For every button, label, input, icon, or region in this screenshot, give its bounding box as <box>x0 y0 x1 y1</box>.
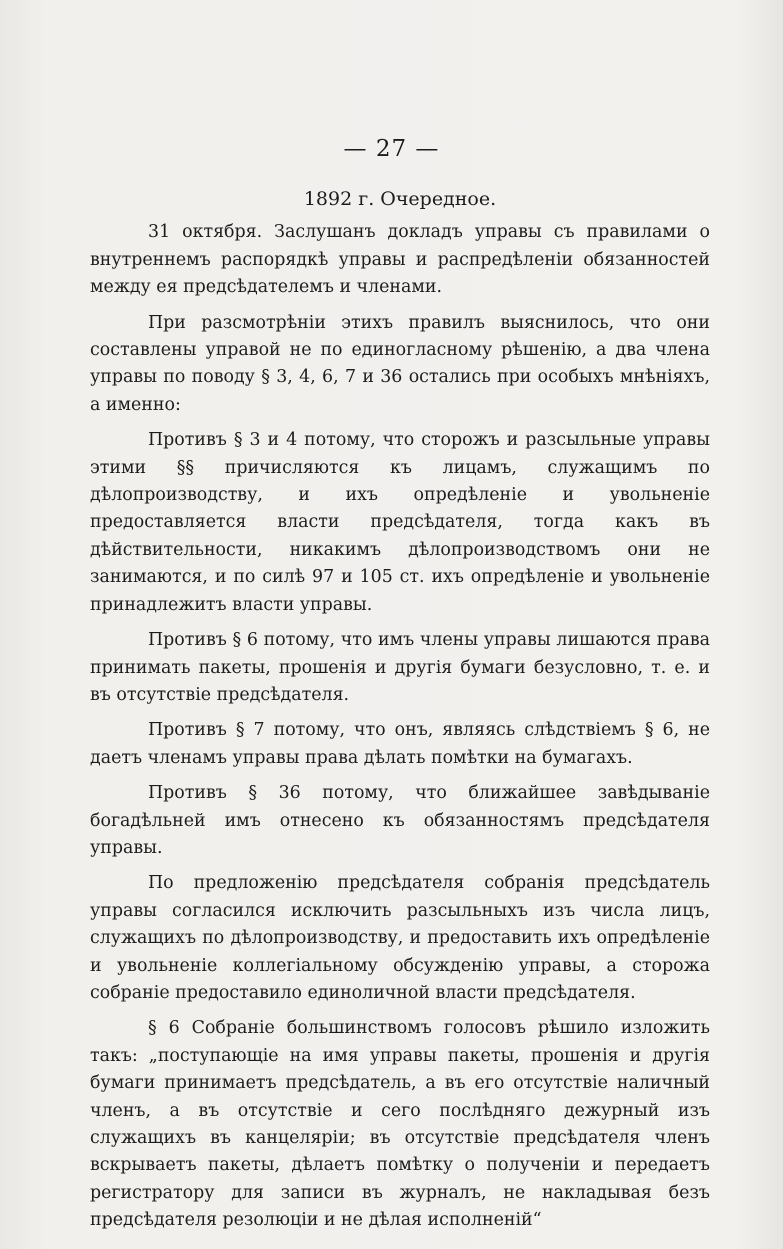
paragraph-objection-3-4: Противъ § 3 и 4 потому, что сторожъ и разсыльные управы этими §§ причисляются къ лицамъ, служащимъ по дѣлопроизводству, и ихъ опредѣленіе и увольненіе предоставляется власти предсѣдателя, тогда какъ въ дѣйствительности, никакимъ дѣлопроизводствомъ они не занимаются, и по силѣ 97 и 105 ст. ихъ опредѣленіе и увольненіе принадлежитъ власти управы. <box>90 430 710 615</box>
paragraph-review: При разсмотрѣніи этихъ правилъ выяснилось, что они составлены управой не по единогласному рѣшенію, а два члена управы по поводу § 3, 4, 6, 7 и 36 остались при особыхъ мнѣніяхъ, а именно: <box>90 312 710 415</box>
section-heading: 1892 г. Очередное. <box>303 188 497 210</box>
paragraph-objection-36: Противъ § 36 потому, что ближайшее завѣдываніе богадѣльней имъ отнесено къ обязанностямъ предсѣдателя управы. <box>90 783 710 858</box>
paragraph-objection-7: Противъ § 7 потому, что онъ, являясь слѣдствіемъ § 6, не даетъ членамъ управы права дѣлать помѣтки на бумагахъ. <box>90 720 710 768</box>
paragraph-section-6-decision: § 6 Собраніе большинствомъ голосовъ рѣшило изложить такъ: „поступающіе на имя управы пакеты, прошенія и другія бумаги принимаетъ предсѣдатель, а въ его отсутствіе наличный членъ, а въ отсутствіе и сего послѣдняго дежурный изъ служащихъ въ канцеляріи; въ отсутствіе предсѣдателя членъ вскрываетъ пакеты, дѣлаетъ помѣтку о полученіи и передаетъ регистратору для записи въ журналъ, не накладывая безъ предсѣдателя резолюціи и не дѣлая исполненій“ <box>90 1018 710 1231</box>
paragraph-objection-6: Противъ § 6 потому, что имъ члены управы лишаются права принимать пакеты, прошенія и другія бумаги безусловно, т. е. и въ отсутствіе предсѣдателя. <box>90 630 710 705</box>
paragraph-resolution: 31 октября. Заслушанъ докладъ управы съ правилами о внутреннемъ распорядкѣ управы и распредѣленіи обязанностей между ея предсѣдателемъ и членами. <box>90 222 710 298</box>
page-number: — 27 — <box>343 136 440 162</box>
page-content <box>90 186 710 1243</box>
paragraph-proposal: По предложенію предсѣдателя собранія предсѣдатель управы согласился исключить разсыльныхъ изъ числа лицъ, служащихъ по дѣлопроизводству, и предоставить ихъ опредѣленіе и увольненіе коллегіальному обсужденію управы, а сторожа собраніе предоставило единоличной власти предсѣдателя. <box>90 873 710 1003</box>
